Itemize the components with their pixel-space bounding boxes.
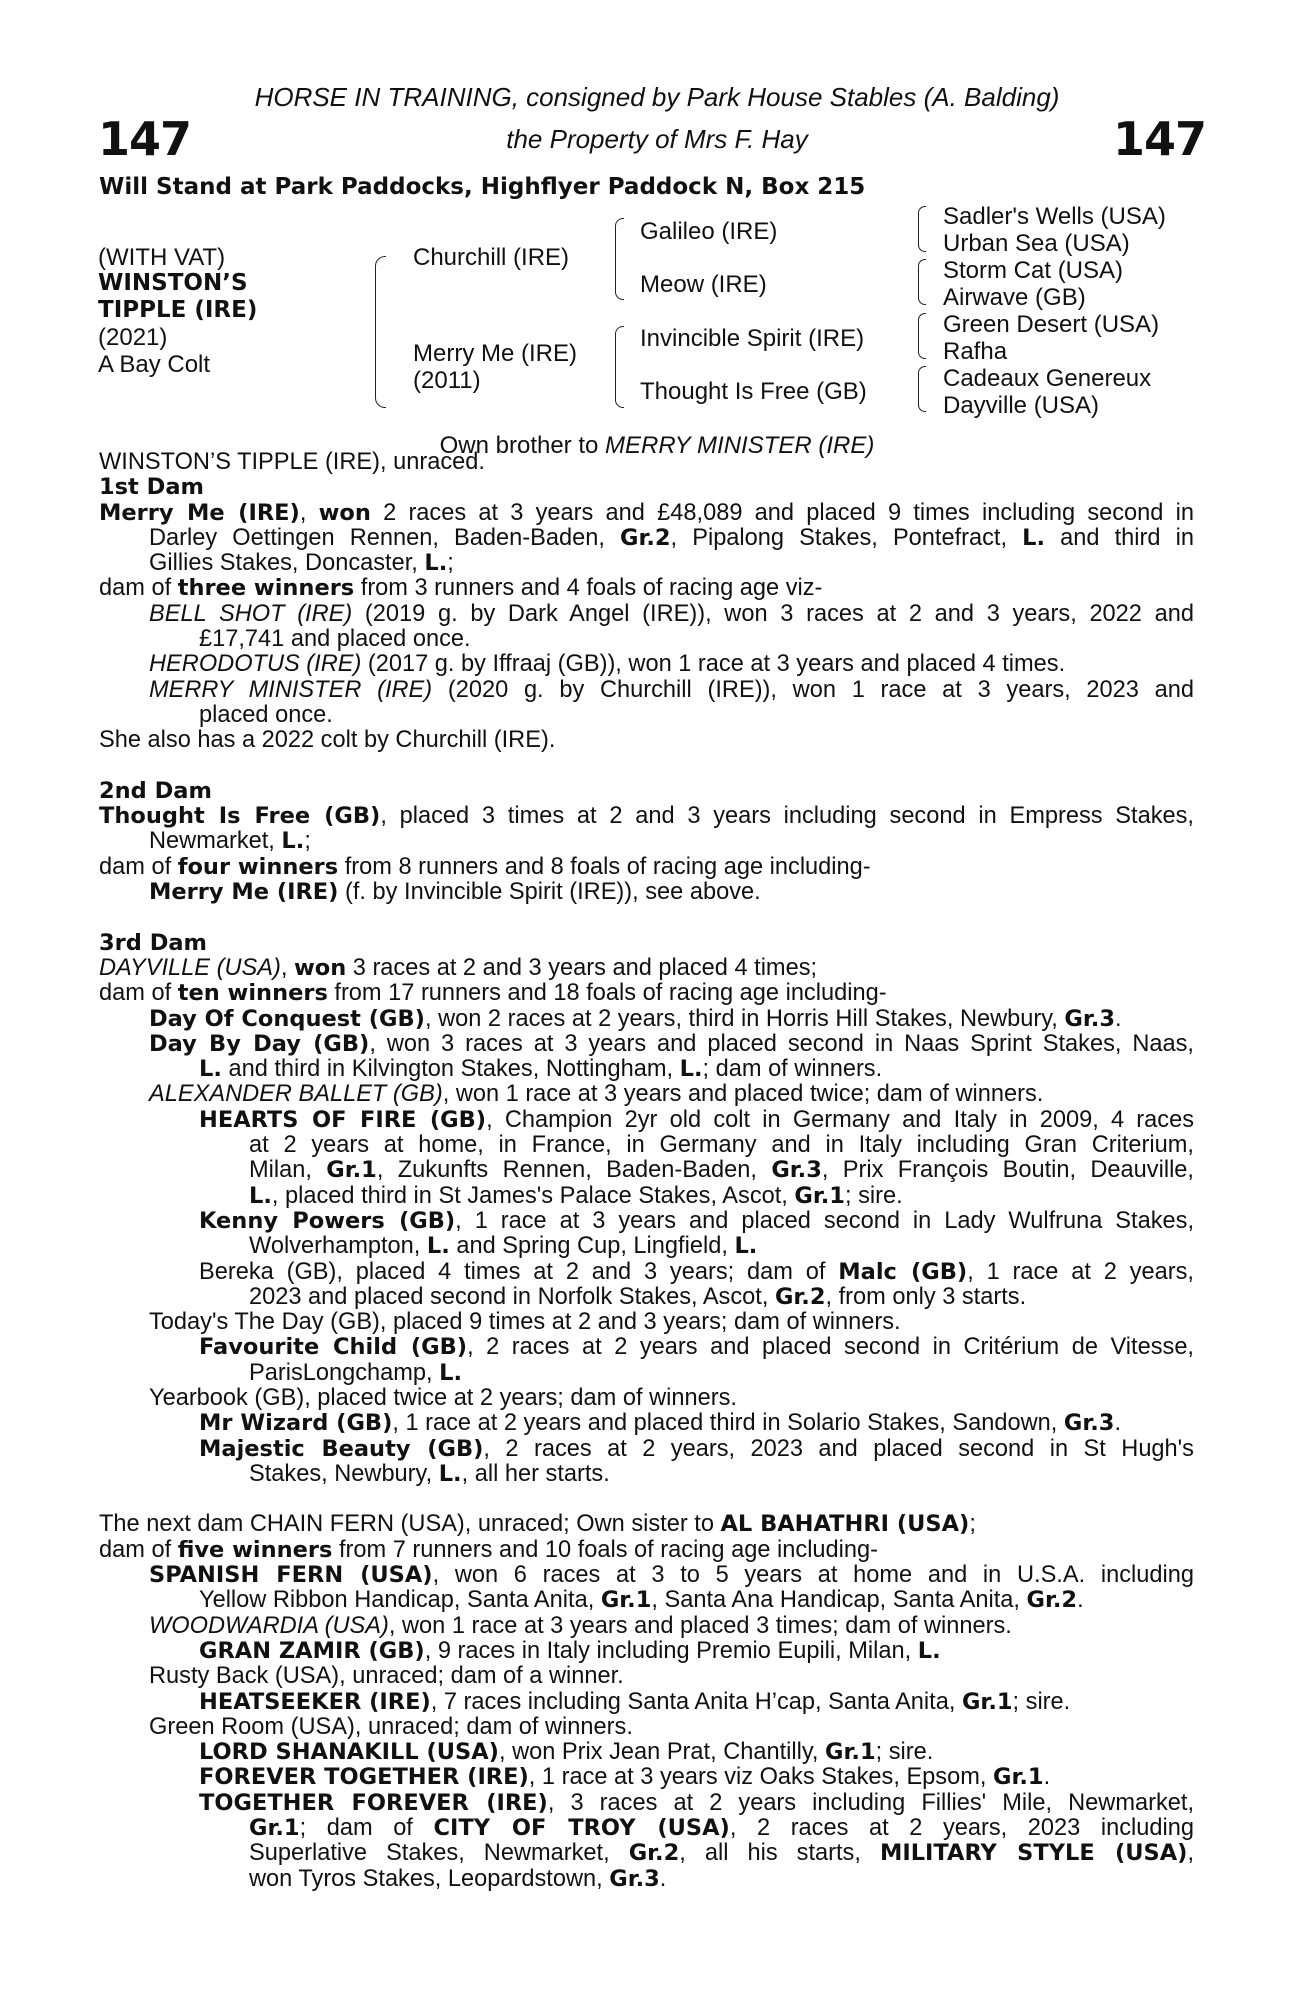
text-run: The next dam CHAIN FERN (USA), unraced; Own sister to xyxy=(99,1511,721,1538)
text-line xyxy=(99,1740,1194,1765)
text-run: Rusty Back (USA), unraced; dam of a winner. xyxy=(149,1663,624,1690)
text-line xyxy=(99,1184,1194,1209)
bold-run: Gr.1 xyxy=(326,1157,377,1184)
text-line xyxy=(99,551,1194,576)
horse-name-line2: TIPPLE (IRE) xyxy=(98,297,258,323)
text-line xyxy=(99,1588,1194,1613)
own-brother-prefix: Own brother to xyxy=(439,432,606,459)
bold-run: Gr.1 xyxy=(961,1688,1013,1715)
bold-run: 3rd Dam xyxy=(99,929,207,956)
text-line xyxy=(99,1335,1194,1360)
vat-note: (WITH VAT) xyxy=(98,244,226,271)
bold-run: TOGETHER FOREVER (IRE) xyxy=(199,1789,548,1816)
text-run: , Champion 2yr old colt in Germany and Italy in 2009, 4 races xyxy=(486,1106,1194,1133)
pedigree-brace-dam xyxy=(615,326,624,408)
bold-run: five winners xyxy=(177,1536,333,1563)
bold-run: L. xyxy=(438,1460,462,1487)
lot-number-right: 147 xyxy=(1112,112,1206,166)
text-line xyxy=(99,602,1194,627)
bold-run: Gr.2 xyxy=(774,1283,826,1310)
section-gap xyxy=(99,1487,1194,1512)
bold-run: won xyxy=(293,954,347,981)
lot-number-left: 147 xyxy=(98,112,192,166)
text-line xyxy=(99,1108,1194,1133)
dam-name: Merry Me (IRE) xyxy=(413,340,577,367)
bold-run: Gr.1 xyxy=(993,1764,1044,1791)
text-run: Today's The Day (GB), placed 9 times at 2 and 3 years; dam of winners. xyxy=(149,1309,901,1336)
pedigree-brace-g1 xyxy=(918,206,926,252)
consignor-line: HORSE IN TRAINING, consigned by Park House Stables (A. Balding) xyxy=(254,82,1060,112)
bold-run: Gr.3 xyxy=(609,1865,660,1892)
text-line xyxy=(99,1158,1194,1183)
text-run: and Spring Cup, Lingfield, xyxy=(449,1233,735,1260)
sire-sire: Galileo (IRE) xyxy=(640,218,778,245)
text-run: Darley Oettingen Rennen, Baden-Baden, xyxy=(149,524,620,551)
text-line xyxy=(99,678,1194,703)
text-line xyxy=(99,1563,1194,1588)
text-run: from 3 runners and 4 foals of racing age viz- xyxy=(354,575,823,602)
bold-run: Gr.1 xyxy=(600,1587,652,1614)
text-line xyxy=(99,956,1194,981)
text-line xyxy=(99,1133,1194,1158)
text-line xyxy=(99,450,1194,475)
text-run: ; dam of xyxy=(299,1815,434,1842)
bold-run: Gr.1 xyxy=(825,1739,876,1766)
text-run: . xyxy=(1043,1764,1051,1791)
text-run: , Santa Ana Handicap, Santa Anita, xyxy=(651,1587,1027,1614)
bold-run: won xyxy=(318,499,371,526)
text-line xyxy=(99,880,1194,905)
text-line xyxy=(99,501,1194,526)
bold-run: L. xyxy=(426,1233,450,1260)
text-run: Gillies Stakes, Doncaster, xyxy=(149,550,425,577)
bold-run: CITY OF TROY (USA) xyxy=(433,1815,730,1842)
bold-run: L. xyxy=(424,550,448,577)
text-run: dam of xyxy=(99,980,178,1007)
text-run: and third in Kilvington Stakes, Nottingham, xyxy=(221,1056,680,1083)
bold-run: Gr.1 xyxy=(794,1182,845,1209)
text-line xyxy=(99,1007,1194,1032)
bold-run: HEATSEEKER (IRE) xyxy=(199,1688,431,1715)
bold-run: L. xyxy=(249,1182,272,1209)
text-line xyxy=(99,1639,1194,1664)
text-run: ParisLongchamp, xyxy=(249,1359,440,1386)
text-line xyxy=(99,526,1194,551)
text-line xyxy=(99,1032,1194,1057)
bold-run: Favourite Child (GB) xyxy=(199,1334,468,1361)
text-line xyxy=(99,1462,1194,1487)
bold-run: L. xyxy=(199,1056,222,1083)
text-line xyxy=(99,829,1194,854)
bold-run: Gr.1 xyxy=(249,1815,300,1842)
text-line xyxy=(99,1285,1194,1310)
dam-sire: Invincible Spirit (IRE) xyxy=(640,325,865,352)
text-line xyxy=(99,652,1194,677)
text-run: . xyxy=(1114,1410,1121,1437)
text-run: , won 2 races at 2 years, third in Horris Hill Stakes, Newbury, xyxy=(424,1005,1065,1032)
text-run: (2019 g. by Dark Angel (IRE)), won 3 races at 2 and 3 years, 2022 and xyxy=(352,600,1194,627)
text-run: , 1 race at 3 years viz Oaks Stakes, Epsom, xyxy=(528,1764,993,1791)
pedigree-brace-g3 xyxy=(918,313,926,359)
horse-year: (2021) xyxy=(98,324,168,351)
text-run: from 8 runners and 8 foals of racing age including- xyxy=(338,853,871,880)
text-run: £17,741 and placed once. xyxy=(199,626,471,653)
sire-name: Churchill (IRE) xyxy=(413,244,570,271)
gen3-3: Storm Cat (USA) xyxy=(943,257,1124,284)
text-line xyxy=(99,1538,1194,1563)
text-line xyxy=(99,1867,1194,1892)
text-line xyxy=(99,1664,1194,1689)
bold-run: Gr.3 xyxy=(1063,1410,1115,1437)
text-line xyxy=(99,855,1194,880)
dam-dam: Thought Is Free (GB) xyxy=(640,378,867,405)
italic-run: MERRY MINISTER (IRE) xyxy=(149,676,433,703)
section-gap xyxy=(99,905,1194,930)
bold-run: FOREVER TOGETHER (IRE) xyxy=(199,1764,529,1791)
text-run: Milan, xyxy=(249,1157,327,1184)
text-run: , won 1 race at 3 years and placed 3 times; dam of winners. xyxy=(388,1612,1012,1639)
gen3-6: Rafha xyxy=(943,338,1008,365)
text-run: , placed 3 times at 2 and 3 years including second in Empress Stakes, xyxy=(380,803,1194,830)
horse-name-line1: WINSTON’S xyxy=(98,270,248,296)
text-run: placed once. xyxy=(199,701,333,728)
bold-run: Gr.2 xyxy=(619,524,671,551)
text-line xyxy=(99,576,1194,601)
text-run: , Zukunfts Rennen, Baden-Baden, xyxy=(376,1157,772,1184)
bold-run: Gr.3 xyxy=(1064,1005,1115,1032)
text-run: . xyxy=(1114,1005,1122,1032)
text-run: Stakes, Newbury, xyxy=(249,1460,439,1487)
bold-run: L. xyxy=(281,828,305,855)
text-line xyxy=(99,1310,1194,1335)
text-run: Superlative Stakes, Newmarket, xyxy=(249,1840,629,1867)
text-run: Wolverhampton, xyxy=(249,1233,427,1260)
text-run: 2 races at 3 years and £48,089 and placed 9 times including second in xyxy=(370,499,1194,526)
text-run: , won 3 races at 3 years and placed second in Naas Sprint Stakes, Naas, xyxy=(369,1030,1194,1057)
bold-run: 2nd Dam xyxy=(99,777,212,804)
text-line xyxy=(99,1361,1194,1386)
location-line: Will Stand at Park Paddocks, Highflyer Paddock N, Box 215 xyxy=(99,174,866,200)
bold-run: Day Of Conquest (GB) xyxy=(149,1005,425,1032)
bold-run: HEARTS OF FIRE (GB) xyxy=(199,1106,487,1133)
text-line xyxy=(99,1512,1194,1537)
section-gap xyxy=(99,754,1194,779)
text-run: dam of xyxy=(99,1536,178,1563)
text-line xyxy=(99,1057,1194,1082)
bold-run: Gr.3 xyxy=(771,1157,822,1184)
gen3-5: Green Desert (USA) xyxy=(943,311,1160,338)
text-run: won Tyros Stakes, Leopardstown, xyxy=(249,1865,610,1892)
own-brother-name: MERRY MINISTER (IRE) xyxy=(605,432,875,459)
text-run: , all his starts, xyxy=(679,1840,880,1867)
text-run: ; xyxy=(304,828,311,855)
bold-run: GRAN ZAMIR (GB) xyxy=(199,1637,425,1664)
catalogue-body xyxy=(99,450,1194,1892)
bold-run: four winners xyxy=(177,853,339,880)
text-run: , Prix François Boutin, Deauville, xyxy=(821,1157,1194,1184)
text-run: , 1 race at 2 years, xyxy=(967,1258,1194,1285)
text-run: Yearbook (GB), placed twice at 2 years; dam of winners. xyxy=(149,1384,737,1411)
text-run: . xyxy=(1077,1587,1084,1614)
text-line xyxy=(99,1841,1194,1866)
text-run: ; xyxy=(447,550,454,577)
text-run: , 7 races including Santa Anita H’cap, Santa Anita, xyxy=(430,1688,962,1715)
bold-run: L. xyxy=(439,1359,463,1386)
bold-run: L. xyxy=(679,1056,703,1083)
italic-run: WOODWARDIA (USA) xyxy=(149,1612,389,1639)
text-line xyxy=(99,931,1194,956)
text-run: , xyxy=(280,954,294,981)
text-run: Bereka (GB), placed 4 times at 2 and 3 years; dam of xyxy=(199,1258,839,1285)
text-run: 2023 and placed second in Norfolk Stakes, Ascot, xyxy=(249,1283,775,1310)
gen3-8: Dayville (USA) xyxy=(943,392,1100,419)
pedigree-brace-g4 xyxy=(918,366,926,412)
property-line: the Property of Mrs F. Hay xyxy=(506,124,808,154)
text-run: , 9 races in Italy including Premio Eupili, Milan, xyxy=(424,1637,918,1664)
text-run: dam of xyxy=(99,575,178,602)
bold-run: Thought Is Free (GB) xyxy=(99,803,381,830)
bold-run: L. xyxy=(917,1637,941,1664)
text-line xyxy=(99,1082,1194,1107)
text-line xyxy=(99,804,1194,829)
text-run: from 7 runners and 10 foals of racing age including- xyxy=(332,1536,879,1563)
text-run: Green Room (USA), unraced; dam of winners. xyxy=(149,1713,633,1740)
text-line xyxy=(99,1209,1194,1234)
bold-run: Majestic Beauty (GB) xyxy=(199,1435,484,1462)
text-run: , 3 races at 2 years including Fillies' Mile, Newmarket, xyxy=(547,1789,1195,1816)
text-line xyxy=(99,1260,1194,1285)
text-run: , 1 race at 2 years and placed third in Solario Stakes, Sandown, xyxy=(392,1410,1064,1437)
dam-year: (2011) xyxy=(413,367,481,394)
text-run: and third in xyxy=(1045,524,1194,551)
pedigree-brace-sire xyxy=(615,218,624,300)
text-line xyxy=(99,1791,1194,1816)
text-run: Newmarket, xyxy=(149,828,282,855)
text-run: , 2 races at 2 years, 2023 including xyxy=(729,1815,1194,1842)
bold-run: L. xyxy=(734,1233,758,1260)
text-run: WINSTON’S TIPPLE (IRE), unraced. xyxy=(99,449,485,475)
text-run: (2017 g. by Iffraaj (GB)), won 1 race at 3 years and placed 4 times. xyxy=(361,651,1066,678)
text-line xyxy=(99,703,1194,728)
text-line xyxy=(99,1765,1194,1790)
bold-run: AL BAHATHRI (USA) xyxy=(720,1511,970,1538)
text-line xyxy=(99,1411,1194,1436)
text-line xyxy=(99,475,1194,500)
text-run: She also has a 2022 colt by Churchill (IRE). xyxy=(99,727,556,754)
text-line xyxy=(99,1816,1194,1841)
text-run: ; dam of winners. xyxy=(702,1056,883,1083)
text-run: , from only 3 starts. xyxy=(825,1283,1027,1310)
text-run: , won Prix Jean Prat, Chantilly, xyxy=(498,1739,826,1766)
pedigree-brace-1 xyxy=(375,256,386,408)
text-run: ; sire. xyxy=(875,1739,934,1766)
text-run: Yellow Ribbon Handicap, Santa Anita, xyxy=(199,1587,601,1614)
bold-run: LORD SHANAKILL (USA) xyxy=(199,1739,499,1766)
text-run: . xyxy=(659,1865,667,1892)
text-run: , won 1 race at 3 years and placed twice; dam of winners. xyxy=(442,1081,1044,1108)
italic-run: DAYVILLE (USA) xyxy=(99,954,281,981)
text-run: , won 6 races at 3 to 5 years at home and in U.S.A. including xyxy=(432,1562,1194,1589)
text-line xyxy=(99,1234,1194,1259)
text-line xyxy=(99,779,1194,804)
gen3-7: Cadeaux Genereux xyxy=(943,365,1152,392)
text-run: 3 races at 2 and 3 years and placed 4 times; xyxy=(346,954,818,981)
text-line xyxy=(99,1690,1194,1715)
bold-run: Merry Me (IRE) xyxy=(99,499,300,526)
bold-run: Gr.2 xyxy=(628,1840,680,1867)
text-run: , xyxy=(299,499,319,526)
bold-run: Kenny Powers (GB) xyxy=(199,1207,456,1234)
text-line xyxy=(99,1437,1194,1462)
text-line xyxy=(99,981,1194,1006)
text-run: at 2 years at home, in France, in Germany and in Italy including Gran Criterium, xyxy=(249,1132,1194,1159)
text-run: ; sire. xyxy=(844,1182,903,1209)
text-run: , 1 race at 3 years and placed second in Lady Wulfruna Stakes, xyxy=(455,1207,1194,1234)
text-run: dam of xyxy=(99,853,178,880)
bold-run: Mr Wizard (GB) xyxy=(199,1410,393,1437)
bold-run: ten winners xyxy=(177,980,328,1007)
bold-run: Gr.2 xyxy=(1026,1587,1078,1614)
gen3-4: Airwave (GB) xyxy=(943,284,1086,311)
text-run: , all her starts. xyxy=(461,1460,610,1487)
text-run: (f. by Invincible Spirit (IRE)), see above. xyxy=(338,879,761,906)
text-run: , 2 races at 2 years, 2023 and placed second in St Hugh's xyxy=(483,1435,1194,1462)
bold-run: 1st Dam xyxy=(99,474,204,501)
bold-run: L. xyxy=(1022,524,1046,551)
bold-run: Malc (GB) xyxy=(838,1258,968,1285)
text-run: , xyxy=(1187,1840,1195,1867)
sire-dam: Meow (IRE) xyxy=(640,271,767,298)
italic-run: HERODOTUS (IRE) xyxy=(149,651,362,678)
italic-run: ALEXANDER BALLET (GB) xyxy=(149,1081,443,1108)
bold-run: SPANISH FERN (USA) xyxy=(149,1562,433,1589)
italic-run: BELL SHOT (IRE) xyxy=(149,600,353,627)
text-run: , 2 races at 2 years and placed second in Critérium de Vitesse, xyxy=(467,1334,1194,1361)
gen3-2: Urban Sea (USA) xyxy=(943,230,1130,257)
pedigree-brace-g2 xyxy=(918,259,926,305)
text-line xyxy=(99,1715,1194,1740)
text-line xyxy=(99,728,1194,753)
text-line xyxy=(99,1386,1194,1411)
bold-run: Day By Day (GB) xyxy=(149,1030,370,1057)
text-run: , placed third in St James's Palace Stakes, Ascot, xyxy=(271,1182,795,1209)
horse-description: A Bay Colt xyxy=(98,351,211,378)
text-line xyxy=(99,627,1194,652)
text-run: ; sire. xyxy=(1012,1688,1071,1715)
text-run: (2020 g. by Churchill (IRE)), won 1 race at 3 years, 2023 and xyxy=(432,676,1194,703)
text-run: from 17 runners and 18 foals of racing age including- xyxy=(327,980,887,1007)
text-run: ; xyxy=(969,1511,976,1538)
bold-run: Merry Me (IRE) xyxy=(149,879,339,906)
bold-run: three winners xyxy=(177,575,355,602)
text-run: , Pipalong Stakes, Pontefract, xyxy=(670,524,1023,551)
text-line xyxy=(99,1614,1194,1639)
bold-run: MILITARY STYLE (USA) xyxy=(879,1840,1188,1867)
gen3-1: Sadler's Wells (USA) xyxy=(943,203,1166,230)
